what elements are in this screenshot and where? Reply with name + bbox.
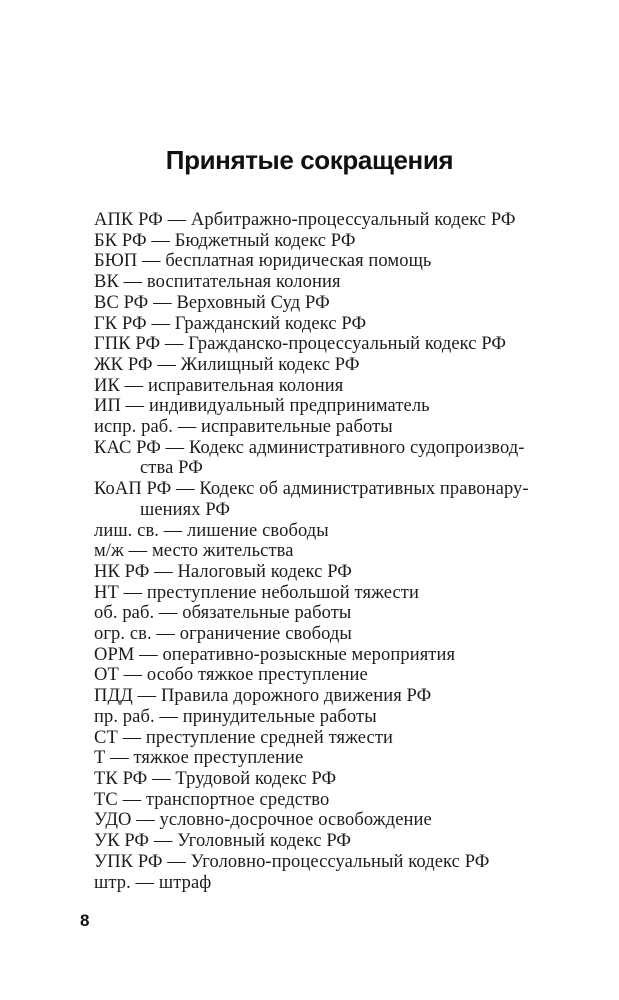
abbreviation-line: УДО — условно-досрочное освобождение (94, 810, 432, 831)
abbreviation-line: ВК — воспитательная колония (94, 272, 341, 293)
abbreviation-line: ЖК РФ — Жилищный кодекс РФ (94, 354, 360, 375)
abbreviation-line: м/ж — место жительства (94, 541, 294, 562)
abbreviation-line: АПК РФ — Арбитражно-процессуальный кодекс РФ (94, 210, 516, 230)
abbreviation-line: КоАП РФ — Кодекс об административных правонару- (94, 479, 529, 500)
abbreviation-line: ОТ — особо тяжкое преступление (94, 665, 368, 686)
page-title: Принятые сокращения (165, 145, 454, 175)
abbreviation-line: штр. — штраф (94, 872, 212, 893)
abbreviation-line: БК РФ — Бюджетный кодекс РФ (94, 230, 356, 251)
abbreviation-line: НТ — преступление небольшой тяжести (94, 582, 419, 603)
abbreviation-line: УК РФ — Уголовный кодекс РФ (94, 831, 352, 852)
abbreviation-line: ГК РФ — Гражданский кодекс РФ (94, 313, 367, 334)
abbreviation-line: СТ — преступление средней тяжести (94, 727, 394, 748)
abbreviation-line: ОРМ — оперативно-розыскные мероприятия (94, 644, 456, 665)
abbreviation-line: лиш. св. — лишение свободы (94, 520, 329, 541)
abbreviation-line: УПК РФ — Уголовно-процессуальный кодекс РФ (94, 851, 490, 872)
abbreviation-line: ТС — транспортное средство (94, 789, 330, 810)
abbreviation-line: ПДД — Правила дорожного движения РФ (94, 686, 432, 707)
page-number: 8 (80, 911, 90, 930)
abbreviation-line: КАС РФ — Кодекс административного судопроизвод- (94, 437, 525, 458)
abbreviation-line: ГПК РФ — Гражданско-процессуальный кодекс РФ (94, 334, 507, 355)
abbreviations-list (94, 210, 584, 893)
abbreviation-line: НК РФ — Налоговый кодекс РФ (94, 561, 352, 582)
abbreviation-line-continuation: шениях РФ (140, 499, 231, 520)
abbreviation-line: испр. раб. — исправительные работы (94, 417, 393, 438)
abbreviation-line: ИП — индивидуальный предприниматель (94, 396, 430, 417)
abbreviation-line: Т — тяжкое преступление (94, 748, 304, 769)
abbreviation-line: пр. раб. — принудительные работы (94, 706, 377, 727)
abbreviation-line: БЮП — бесплатная юридическая помощь (94, 251, 432, 272)
abbreviation-line: огр. св. — ограничение свободы (94, 624, 352, 645)
abbreviation-line-continuation: ства РФ (140, 458, 203, 479)
abbreviation-line: об. раб. — обязательные работы (94, 603, 352, 624)
abbreviation-line: ИК — исправительная колония (94, 375, 344, 396)
abbreviation-line: ВС РФ — Верховный Суд РФ (94, 292, 330, 313)
abbreviation-line: ТК РФ — Трудовой кодекс РФ (94, 768, 337, 789)
